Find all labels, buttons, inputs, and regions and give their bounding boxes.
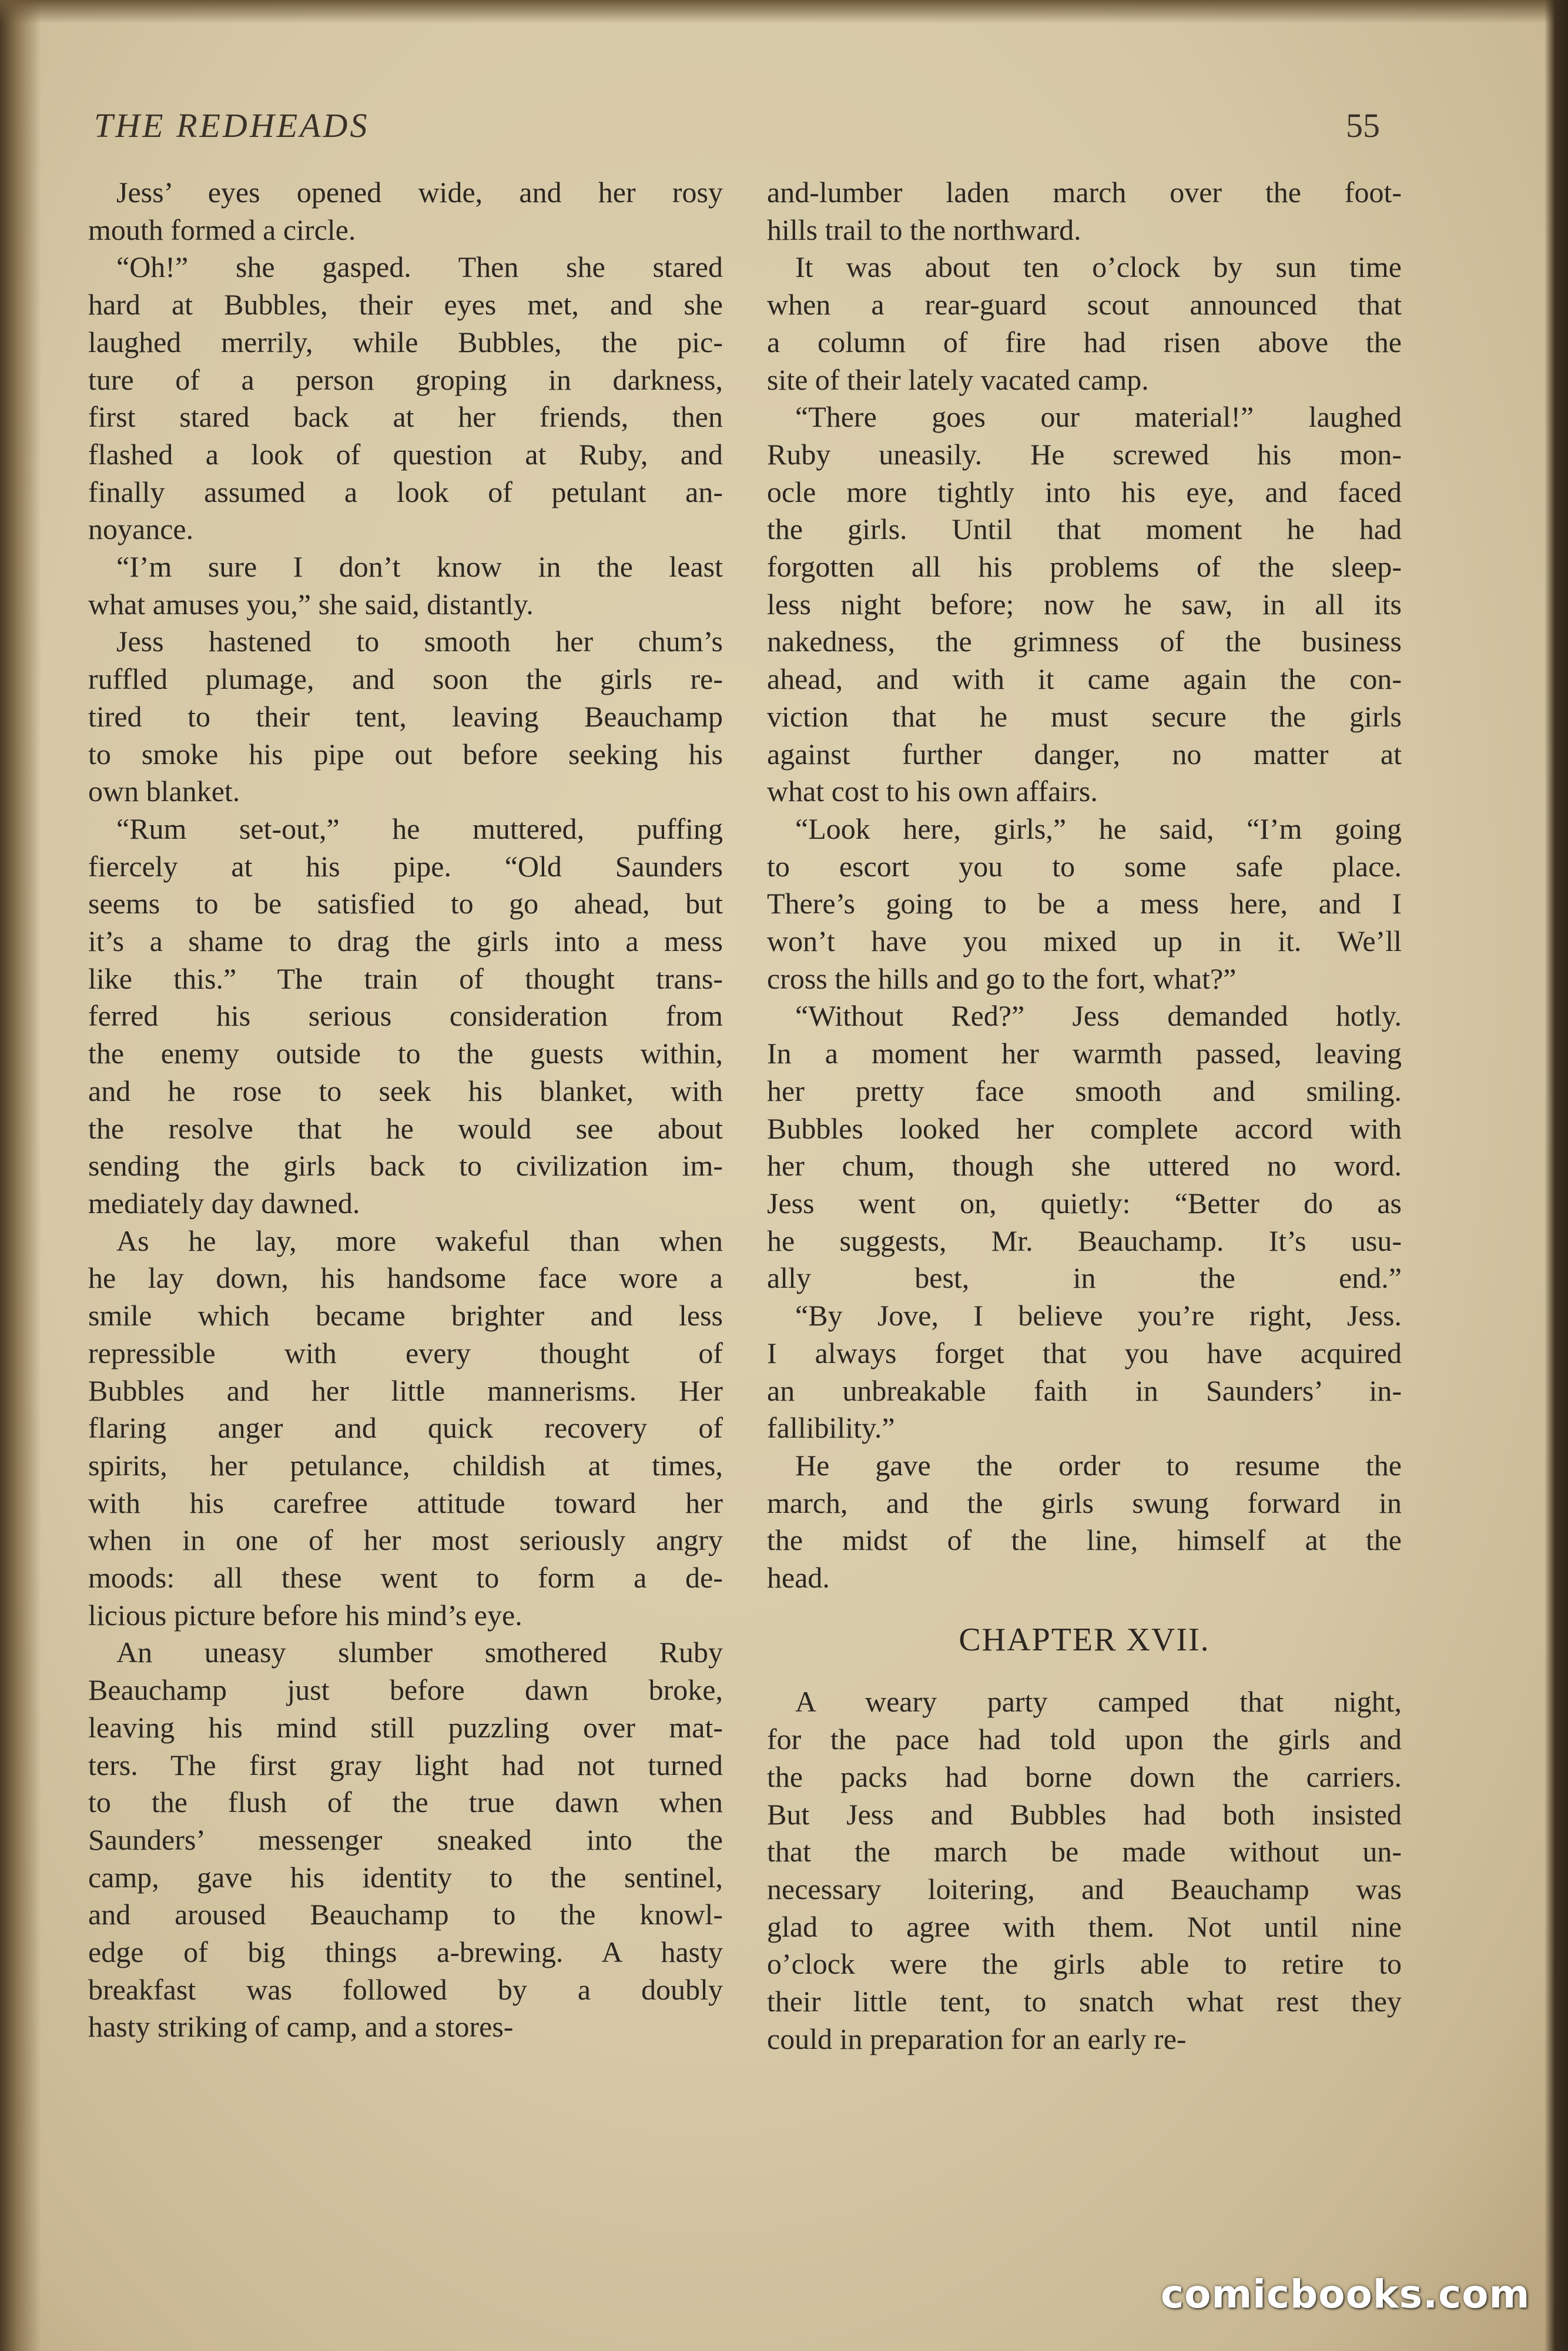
text-line: ally best, in the end.” bbox=[767, 1261, 1402, 1295]
text-line: ruffled plumage, and soon the girls re- bbox=[88, 662, 723, 696]
text-line: fiercely at his pipe. “Old Saunders bbox=[88, 849, 723, 883]
chapter-heading: CHAPTER XVII. bbox=[959, 1621, 1210, 1658]
text-line: when a rear-guard scout announced that bbox=[767, 288, 1402, 321]
text-line: As he lay, more wakeful than when bbox=[116, 1224, 723, 1257]
text-line: for the pace had told upon the girls and bbox=[767, 1723, 1402, 1756]
text-line: A weary party camped that night, bbox=[795, 1685, 1402, 1719]
text-line: hasty striking of camp, and a stores- bbox=[88, 2010, 514, 2044]
text-line: he suggests, Mr. Beauchamp. It’s usu- bbox=[767, 1224, 1402, 1257]
text-line: Beauchamp just before dawn broke, bbox=[88, 1673, 723, 1707]
text-line: “Rum set-out,” he muttered, puffing bbox=[116, 812, 723, 845]
text-line: seems to be satisfied to go ahead, but bbox=[88, 887, 723, 920]
text-line: what cost to his own affairs. bbox=[767, 775, 1098, 808]
text-line: head. bbox=[767, 1561, 830, 1595]
text-line: he lay down, his handsome face wore a bbox=[88, 1261, 723, 1295]
text-line: “Oh!” she gasped. Then she stared bbox=[116, 250, 723, 284]
text-line: mediately day dawned. bbox=[88, 1186, 360, 1220]
text-line: like this.” The train of thought trans- bbox=[88, 962, 723, 995]
text-line: “Without Red?” Jess demanded hotly. bbox=[795, 999, 1402, 1033]
text-line: repressible with every thought of bbox=[88, 1336, 723, 1369]
text-line: the packs had borne down the carriers. bbox=[767, 1760, 1402, 1793]
text-line: “Look here, girls,” he said, “I’m going bbox=[795, 812, 1402, 845]
text-line: Jess went on, quietly: “Better do as bbox=[767, 1186, 1402, 1220]
text-line: the resolve that he would see about bbox=[88, 1111, 723, 1145]
text-line: “By Jove, I believe you’re right, Jess. bbox=[795, 1299, 1402, 1332]
left-text-column bbox=[88, 174, 723, 2046]
text-line: ters. The first gray light had not turned bbox=[88, 1748, 723, 1781]
text-line: camp, gave his identity to the sentinel, bbox=[88, 1860, 723, 1894]
text-line: ture of a person groping in darkness, bbox=[88, 363, 723, 396]
text-line: finally assumed a look of petulant an- bbox=[88, 475, 723, 508]
text-line: Jess’ eyes opened wide, and her rosy bbox=[116, 176, 723, 209]
text-line: that the march be made without un- bbox=[767, 1835, 1402, 1868]
text-line: moods: all these went to form a de- bbox=[88, 1561, 723, 1595]
text-line: edge of big things a-brewing. A hasty bbox=[88, 1935, 723, 1969]
text-line: “There goes our material!” laughed bbox=[795, 400, 1402, 434]
text-line: what amuses you,” she said, distantly. bbox=[88, 587, 534, 621]
text-line: fallibility.” bbox=[767, 1411, 895, 1445]
page-right-edge-shadow bbox=[1544, 0, 1568, 2351]
text-line: to the flush of the true dawn when bbox=[88, 1786, 723, 1819]
text-line: noyance. bbox=[88, 513, 194, 546]
text-line: against further danger, no matter at bbox=[767, 737, 1402, 771]
text-line: laughed merrily, while Bubbles, the pic- bbox=[88, 325, 723, 359]
text-line: a column of fire had risen above the bbox=[767, 325, 1402, 359]
text-line: spirits, her petulance, childish at times, bbox=[88, 1448, 723, 1482]
text-line: with his carefree attitude toward her bbox=[88, 1486, 723, 1519]
running-title: THE REDHEADS bbox=[94, 106, 370, 145]
text-line: sending the girls back to civilization im- bbox=[88, 1149, 723, 1183]
text-line: glad to agree with them. Not until nine bbox=[767, 1910, 1402, 1943]
text-line: an unbreakable faith in Saunders’ in- bbox=[767, 1374, 1402, 1407]
text-line: it’s a shame to drag the girls into a mess bbox=[88, 925, 723, 958]
text-line: forgotten all his problems of the sleep- bbox=[767, 550, 1402, 584]
text-line: Ruby uneasily. He screwed his mon- bbox=[767, 437, 1402, 471]
right-text-column bbox=[767, 174, 1402, 2058]
text-line: to escort you to some safe place. bbox=[767, 849, 1402, 883]
text-line: their little tent, to snatch what rest they bbox=[767, 1985, 1402, 2018]
page-number: 55 bbox=[1346, 106, 1380, 145]
text-line: necessary loitering, and Beauchamp was bbox=[767, 1872, 1402, 1905]
text-line: hills trail to the northward. bbox=[767, 213, 1081, 246]
text-line: breakfast was followed by a doubly bbox=[88, 1972, 723, 2006]
text-line: He gave the order to resume the bbox=[795, 1448, 1402, 1482]
text-line: cross the hills and go to the fort, what?” bbox=[767, 962, 1237, 995]
text-line: It was about ten o’clock by sun time bbox=[795, 250, 1402, 284]
text-line: mouth formed a circle. bbox=[88, 213, 356, 246]
text-line: An uneasy slumber smothered Ruby bbox=[116, 1636, 723, 1669]
text-line: Saunders’ messenger sneaked into the bbox=[88, 1823, 723, 1856]
text-line: and-lumber laden march over the foot- bbox=[767, 176, 1402, 209]
text-line: hard at Bubbles, their eyes met, and she bbox=[88, 288, 723, 321]
text-line: the midst of the line, himself at the bbox=[767, 1523, 1402, 1557]
text-line: I always forget that you have acquired bbox=[767, 1336, 1402, 1369]
text-line: the enemy outside to the guests within, bbox=[88, 1037, 723, 1070]
text-line: Bubbles and her little mannerisms. Her bbox=[88, 1374, 723, 1407]
text-line: her pretty face smooth and smiling. bbox=[767, 1074, 1402, 1107]
text-line: won’t have you mixed up in it. We’ll bbox=[767, 925, 1402, 958]
text-line: o’clock were the girls able to retire to bbox=[767, 1947, 1402, 1981]
text-line: own blanket. bbox=[88, 775, 240, 808]
text-line: ahead, and with it came again the con- bbox=[767, 662, 1402, 696]
text-line: But Jess and Bubbles had both insisted bbox=[767, 1797, 1402, 1831]
text-line: Jess hastened to smooth her chum’s bbox=[116, 625, 723, 658]
text-line: could in preparation for an early re- bbox=[767, 2022, 1187, 2055]
text-line: her chum, though she uttered no word. bbox=[767, 1149, 1402, 1183]
text-line: leaving his mind still puzzling over mat- bbox=[88, 1710, 723, 1744]
text-line: site of their lately vacated camp. bbox=[767, 363, 1149, 396]
text-line: and he rose to seek his blanket, with bbox=[88, 1074, 723, 1107]
text-line: “I’m sure I don’t know in the least bbox=[116, 550, 723, 584]
text-line: In a moment her warmth passed, leaving bbox=[767, 1037, 1402, 1070]
text-line: flashed a look of question at Ruby, and bbox=[88, 437, 723, 471]
text-line: flaring anger and quick recovery of bbox=[88, 1411, 723, 1445]
text-line: Bubbles looked her complete accord with bbox=[767, 1111, 1402, 1145]
text-line: There’s going to be a mess here, and I bbox=[767, 887, 1402, 920]
page-top-edge-shadow bbox=[0, 0, 1568, 24]
text-line: ferred his serious consideration from bbox=[88, 999, 723, 1033]
text-line: to smoke his pipe out before seeking his bbox=[88, 737, 723, 771]
text-line: the girls. Until that moment he had bbox=[767, 513, 1402, 546]
text-line: nakedness, the grimness of the business bbox=[767, 625, 1402, 658]
watermark: comicbooks.com bbox=[1161, 2272, 1530, 2317]
text-line: tired to their tent, leaving Beauchamp bbox=[88, 699, 723, 733]
text-line: march, and the girls swung forward in bbox=[767, 1486, 1402, 1519]
text-line: ocle more tightly into his eye, and faced bbox=[767, 475, 1402, 508]
text-line: less night before; now he saw, in all its bbox=[767, 587, 1402, 621]
page-left-edge-shadow bbox=[0, 0, 41, 2351]
text-line: when in one of her most seriously angry bbox=[88, 1523, 723, 1557]
text-line: first stared back at her friends, then bbox=[88, 400, 723, 434]
text-line: smile which became brighter and less bbox=[88, 1299, 723, 1332]
text-line: viction that he must secure the girls bbox=[767, 699, 1402, 733]
text-line: licious picture before his mind’s eye. bbox=[88, 1598, 522, 1632]
text-line: and aroused Beauchamp to the knowl- bbox=[88, 1898, 723, 1931]
